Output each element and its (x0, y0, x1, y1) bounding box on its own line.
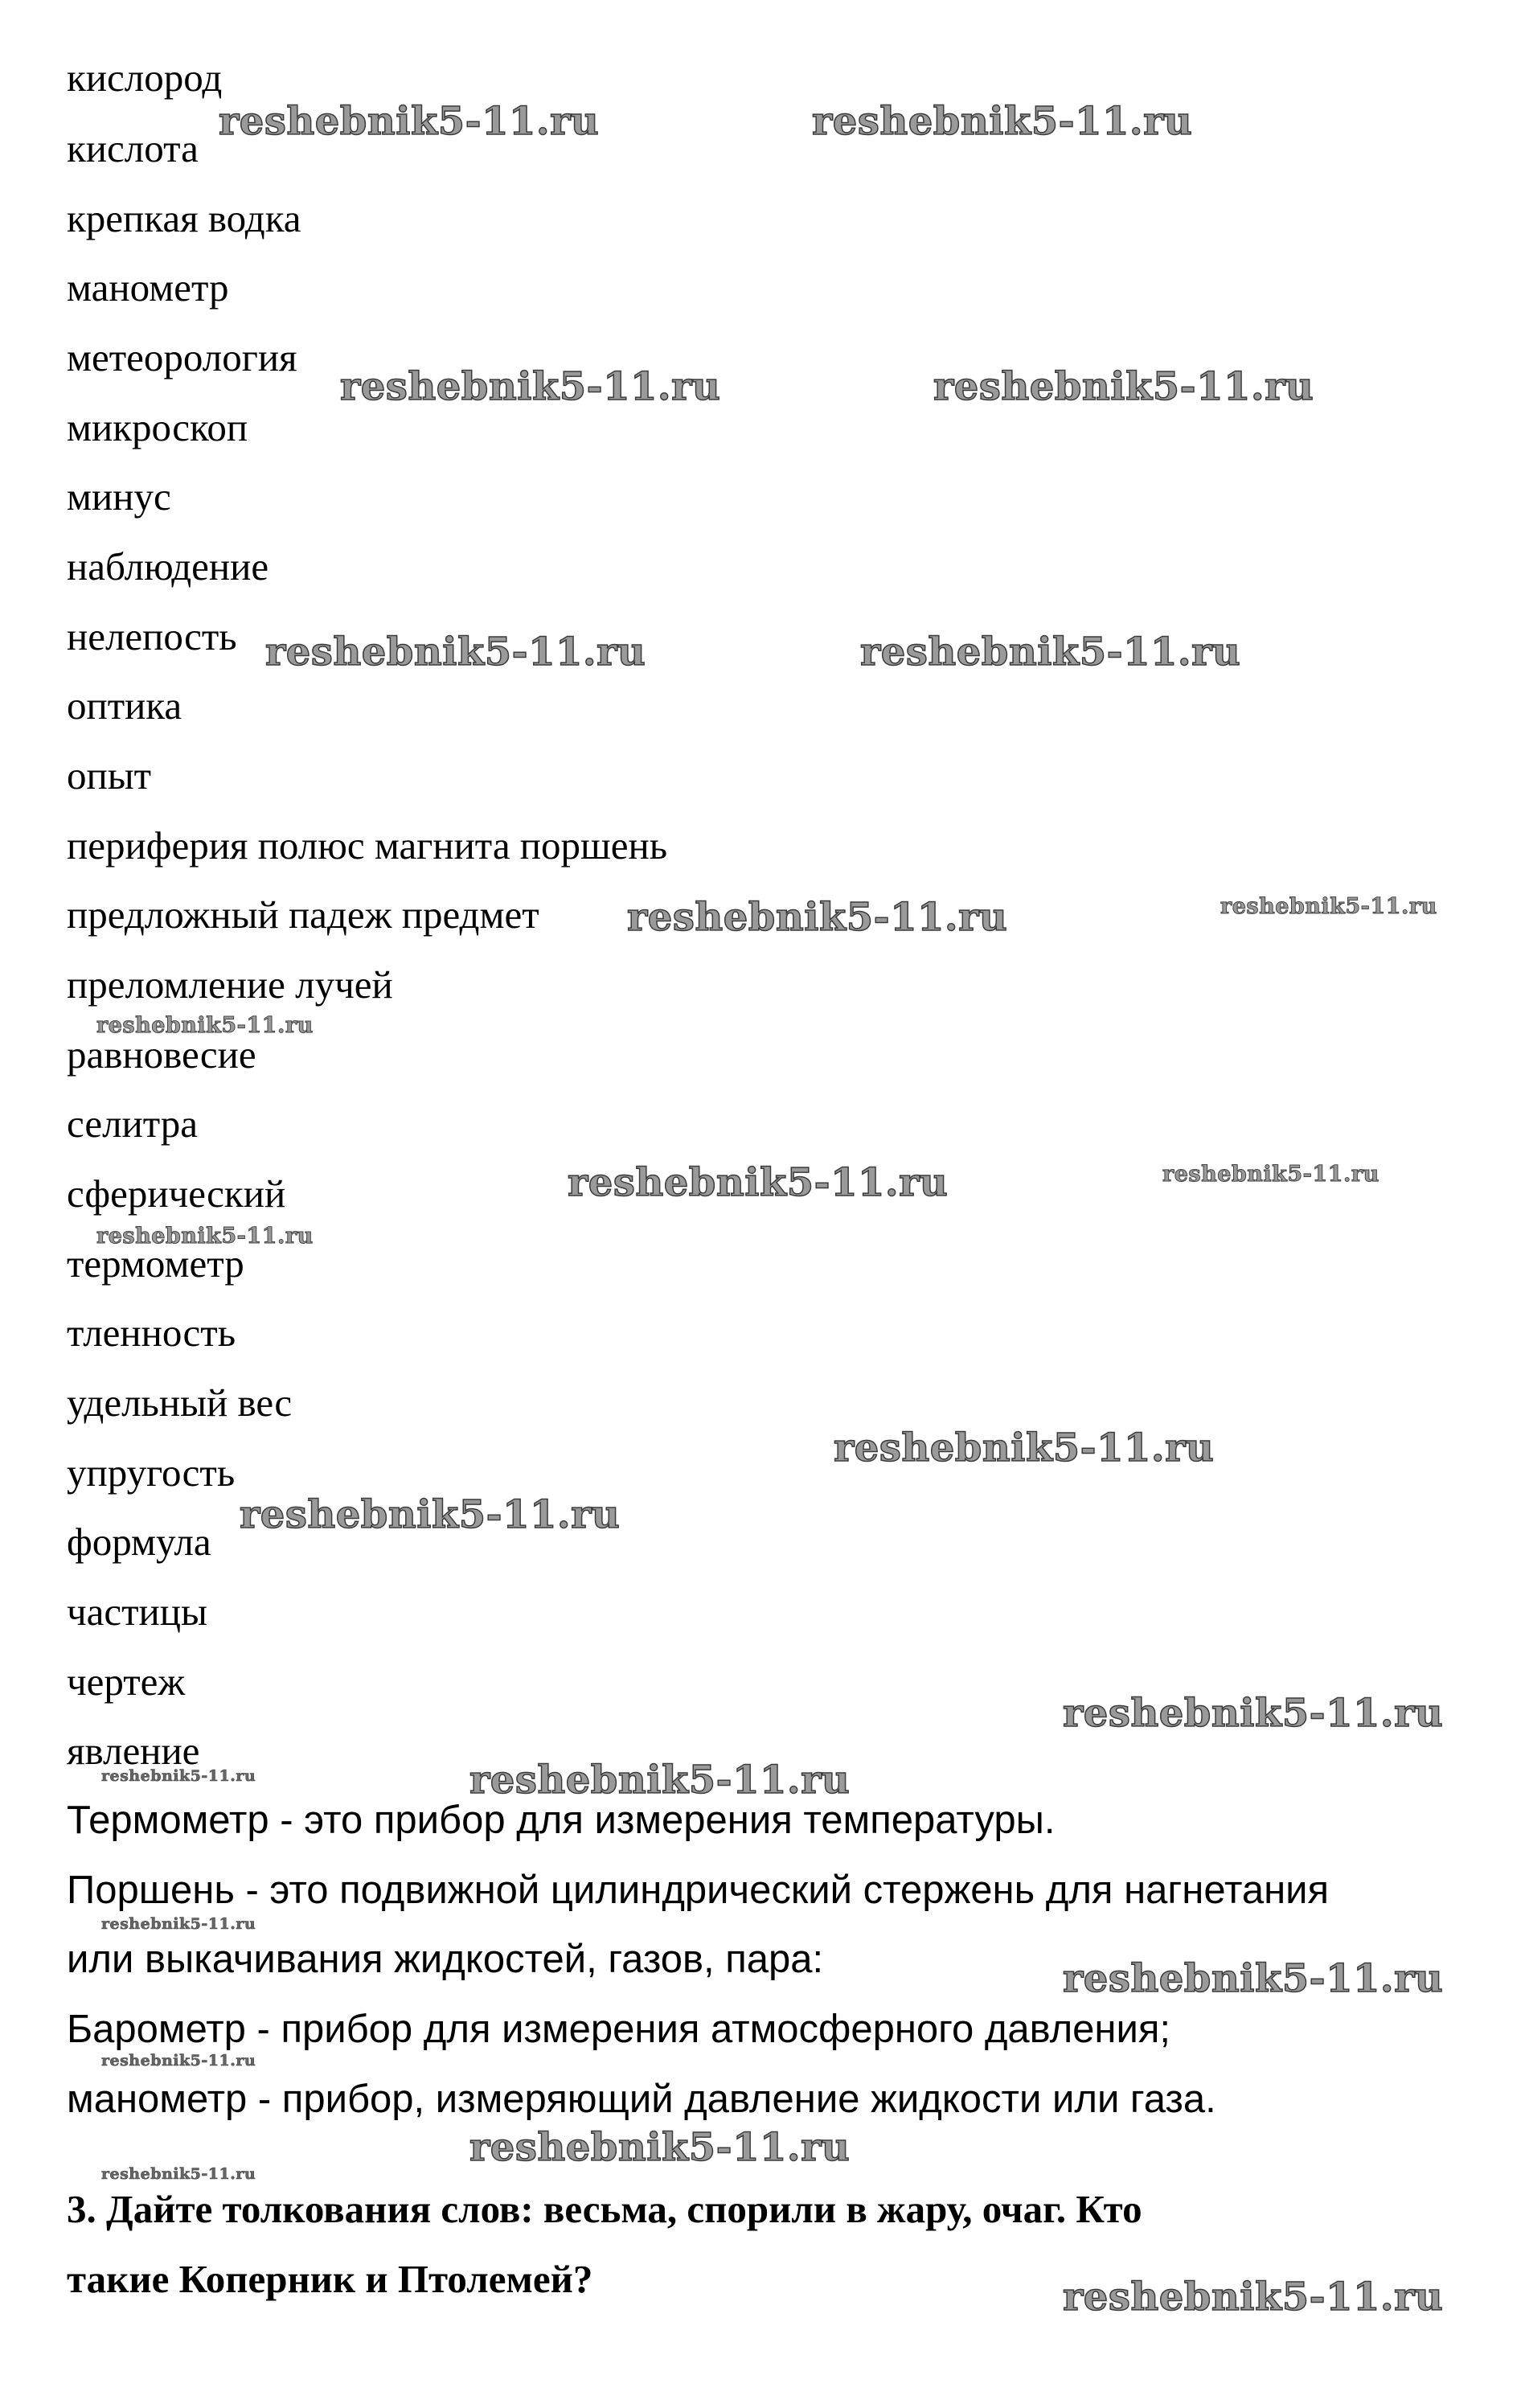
word-list-item: предложный падеж предмет (67, 892, 539, 937)
watermark: reshebnik5-11.ru (101, 2165, 256, 2183)
watermark: reshebnik5-11.ru (101, 2052, 256, 2070)
watermark: reshebnik5-11.ru (96, 1224, 314, 1249)
question-heading-line-2: такие Коперник и Птолемей? (67, 2257, 593, 2301)
definition-line: Поршень - это подвижной цилиндрический стержень для нагнетания (67, 1869, 1330, 1912)
definition-line: манометр - прибор, измеряющий давление жидкости или газа. (67, 2078, 1216, 2121)
word-list-item: микроскоп (67, 405, 248, 449)
definition-line: Барометр - прибор для измерения атмосферного давления; (67, 2008, 1171, 2051)
word-list-item: преломление лучей (67, 962, 393, 1007)
word-list-item: формула (67, 1520, 211, 1564)
watermark: reshebnik5-11.ru (101, 1915, 256, 1933)
word-list-item: периферия полюс магнита поршень (67, 823, 668, 868)
watermark: reshebnik5-11.ru (627, 895, 1008, 940)
word-list-item: явление (67, 1729, 200, 1773)
watermark: reshebnik5-11.ru (1220, 894, 1437, 919)
word-list-item: равновесие (67, 1032, 256, 1077)
word-list-item: кислота (67, 126, 199, 170)
question-heading-line-1: 3. Дайте толкования слов: весьма, спорили в жару, очаг. Кто (67, 2187, 1142, 2231)
word-list-item: метеорология (67, 335, 297, 379)
word-list-item: чертеж (67, 1659, 186, 1704)
watermark: reshebnik5-11.ru (860, 630, 1241, 675)
watermark: reshebnik5-11.ru (568, 1160, 949, 1205)
word-list-item: кислород (67, 55, 223, 100)
watermark: reshebnik5-11.ru (340, 364, 721, 409)
watermark: reshebnik5-11.ru (96, 1013, 314, 1038)
watermark: reshebnik5-11.ru (933, 364, 1314, 409)
watermark: reshebnik5-11.ru (834, 1426, 1215, 1471)
definition-line: Термометр - это прибор для измерения температуры. (67, 1799, 1056, 1842)
word-list-item: сферический (67, 1171, 286, 1216)
watermark: reshebnik5-11.ru (219, 99, 600, 144)
word-list-item: упругость (67, 1450, 236, 1495)
word-list-item: оптика (67, 683, 182, 728)
definition-line: или выкачивания жидкостей, газов, пара: (67, 1938, 824, 1981)
watermark: reshebnik5-11.ru (1063, 2275, 1444, 2320)
word-list-item: манометр (67, 265, 229, 310)
watermark: reshebnik5-11.ru (1063, 1691, 1444, 1736)
word-list-item: нелепость (67, 614, 237, 658)
watermark: reshebnik5-11.ru (469, 1758, 851, 1803)
watermark: reshebnik5-11.ru (812, 99, 1193, 144)
word-list-item: удельный вес (67, 1380, 293, 1425)
word-list-item: термометр (67, 1241, 244, 1286)
watermark: reshebnik5-11.ru (265, 630, 646, 675)
watermark: reshebnik5-11.ru (1063, 1956, 1444, 2001)
word-list-item: минус (67, 474, 171, 519)
word-list-item: крепкая водка (67, 196, 301, 240)
word-list-item: наблюдение (67, 544, 269, 589)
word-list-item: селитра (67, 1101, 199, 1146)
watermark: reshebnik5-11.ru (469, 2125, 851, 2170)
word-list-item: частицы (67, 1590, 207, 1634)
word-list-item: опыт (67, 753, 152, 798)
word-list-item: тленность (67, 1311, 236, 1355)
watermark: reshebnik5-11.ru (240, 1492, 621, 1537)
watermark: reshebnik5-11.ru (101, 1767, 256, 1785)
watermark: reshebnik5-11.ru (1162, 1162, 1379, 1187)
